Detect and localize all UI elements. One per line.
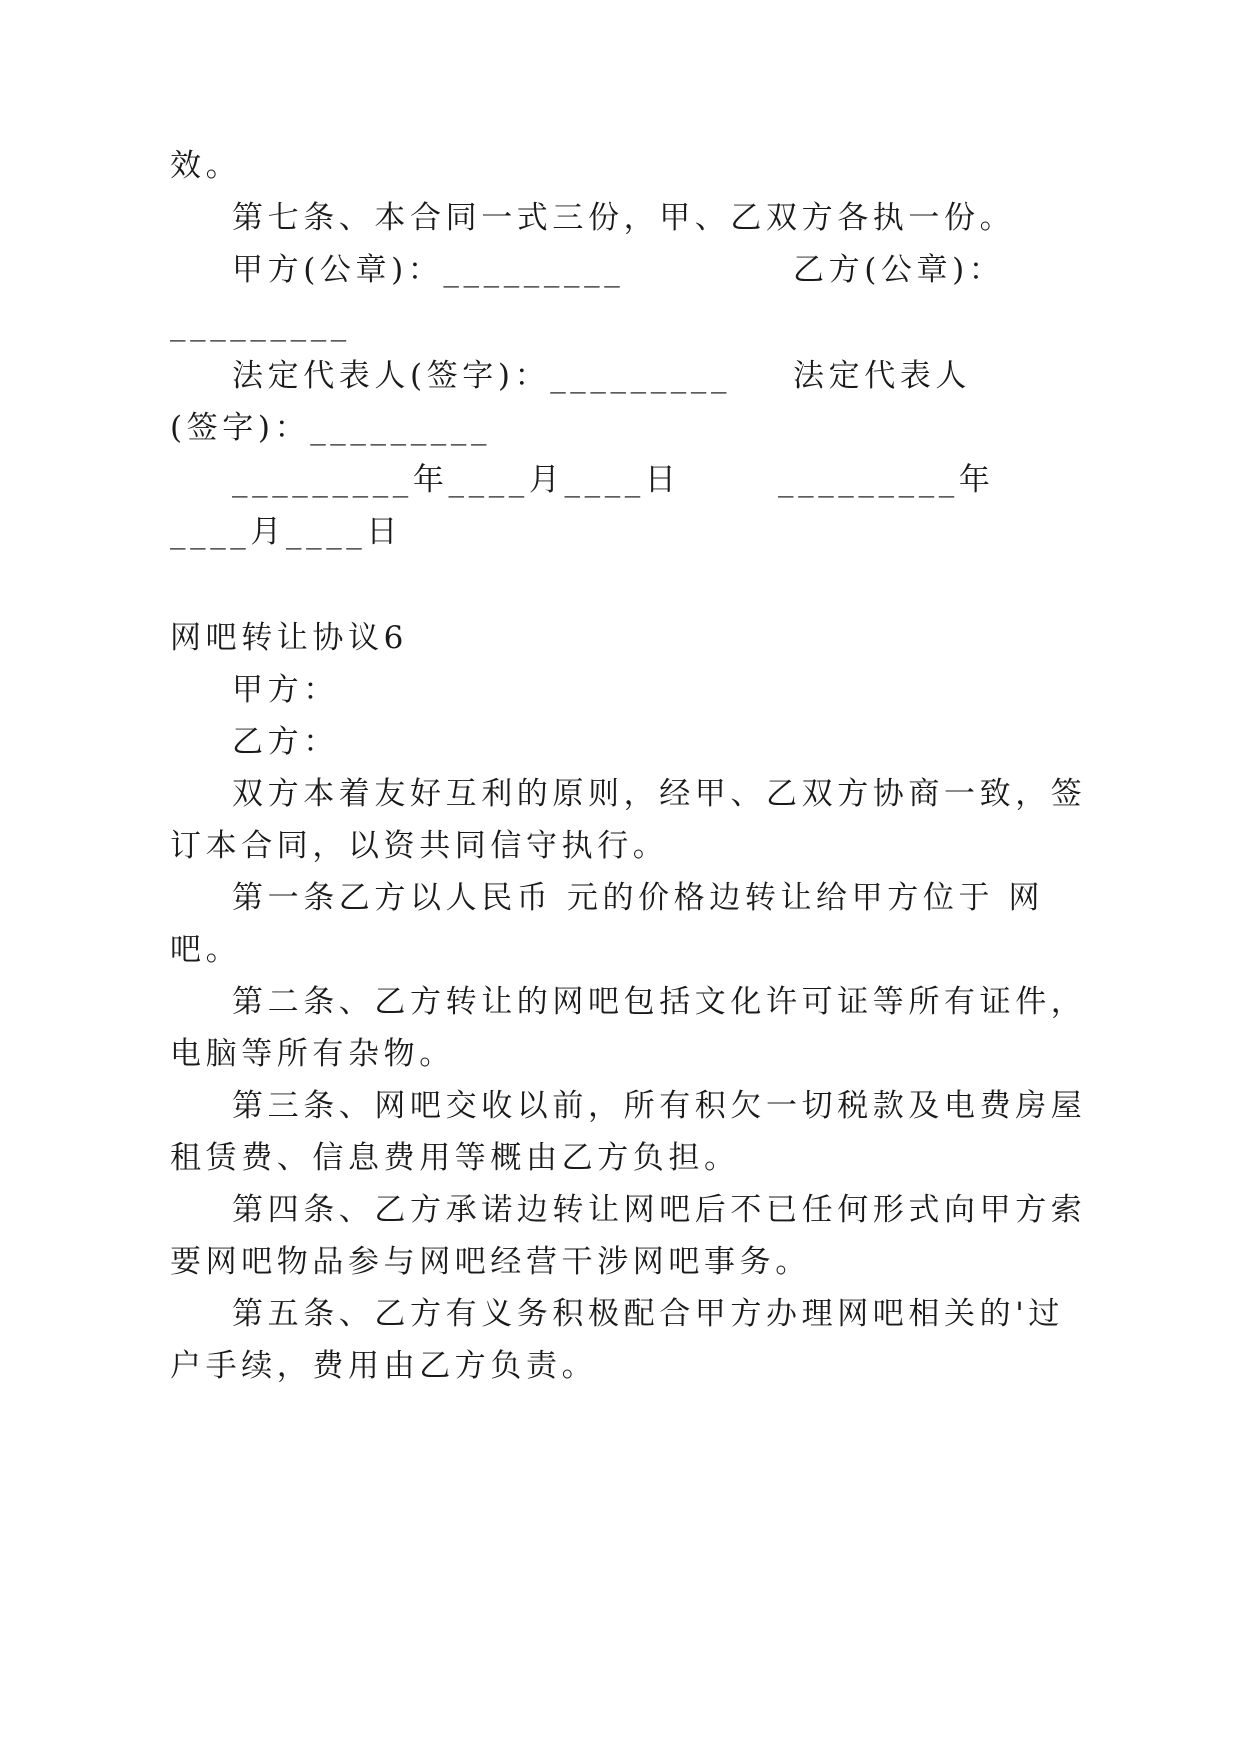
article-2-line-2: 电脑等所有杂物。 [170,1036,455,1072]
text-line [170,296,351,352]
continuation-text: 效。 [170,148,242,184]
article-1-line-2: 吧。 [170,932,242,968]
text-line [170,1130,740,1186]
text-line [170,922,241,978]
party-b-label: 乙方： [232,724,339,760]
text-line [170,138,241,194]
article-4-line-2: 要网吧物品参与网吧经营干涉网吧事务。 [170,1244,811,1280]
text-line [232,662,339,718]
text-line [232,1078,1086,1134]
party-a-rep-field: 法定代表人(签字)：_________ [232,358,732,394]
text-line [170,610,408,666]
party-b-seal-blank: _________ [170,306,351,342]
party-b-date: _________年 [778,462,995,498]
article-3-line-1: 第三条、网吧交收以前，所有积欠一切税款及电费房屋 [232,1088,1087,1124]
party-a-label: 甲方： [232,672,339,708]
article-7: 第七条、本合同一式三份，甲、乙双方各执一份。 [232,200,1016,236]
article-5-line-2: 户手续，费用由乙方负责。 [170,1348,598,1384]
party-a-date: _________年____月____日 [232,462,681,498]
party-b-seal-field: 乙方(公章)： [793,252,1005,288]
text-line [170,1234,811,1290]
intro-line-1: 双方本着友好互利的原则，经甲、乙双方协商一致，签 [232,776,1087,812]
text-line [170,400,491,456]
text-line [232,1286,1064,1342]
signature-row-seal [0,242,1241,298]
intro-line-2: 订本合同，以资共同信守执行。 [170,828,669,864]
party-b-rep-field: 法定代表人 [793,358,971,394]
text-line [232,190,1015,246]
article-3-line-2: 租赁费、信息费用等概由乙方负担。 [170,1140,740,1176]
signature-row-rep [0,348,1241,404]
text-line [232,766,1086,822]
text-line [232,714,339,770]
article-2-line-1: 第二条、乙方转让的网吧包括文化许可证等所有证件， [232,984,1087,1020]
text-line [170,818,668,874]
text-line [170,504,402,560]
article-4-line-1: 第四条、乙方承诺边转让网吧后不已任何形式向甲方索 [232,1192,1087,1228]
party-b-date-cont: ____月____日 [170,514,402,550]
text-line [232,974,1086,1030]
text-line [232,1182,1086,1238]
text-line [170,1338,597,1394]
party-b-rep-signature: (签字)：_________ [170,410,492,446]
text-line [170,1026,455,1082]
article-5-line-1: 第五条、乙方有义务积极配合甲方办理网吧相关的'过 [232,1296,1064,1332]
party-a-seal-field: 甲方(公章)：_________ [232,252,625,288]
article-1-line-1: 第一条乙方以人民币 元的价格边转让给甲方位于 网 [232,880,1045,916]
agreement-title: 网吧转让协议6 [170,620,408,656]
date-row [0,452,1241,508]
text-line [232,870,1044,926]
